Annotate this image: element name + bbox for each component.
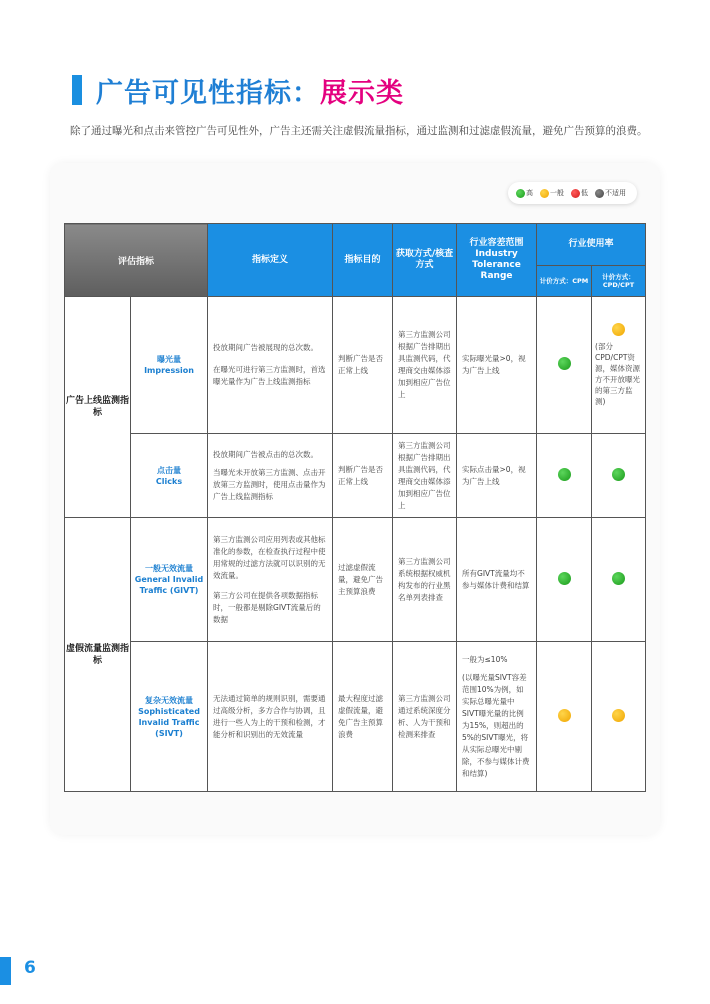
red-dot-icon (571, 189, 580, 198)
header-purpose: 指标目的 (333, 224, 393, 297)
green-dot-icon (516, 189, 525, 198)
green-dot-icon (612, 572, 625, 585)
header-definition: 指标定义 (208, 224, 333, 297)
legend-item-na: 不适用 (595, 188, 626, 198)
green-dot-icon (558, 468, 571, 481)
header-method: 获取方式/核查方式 (393, 224, 457, 297)
definition-cell: 无法通过简单的规则识别，需要通过高级分析，多方合作与协调，且进行一些人为上的干预和检测，才能分析和识别出的无效流量 (208, 642, 333, 792)
header-eval: 评估指标 (65, 224, 208, 297)
table-row (65, 434, 646, 518)
usage-cpm-cell (537, 518, 592, 642)
header-cpm: 计价方式：CPM (537, 266, 592, 297)
category-launch: 广告上线监测指标 (65, 297, 131, 518)
yellow-dot-icon (612, 709, 625, 722)
yellow-dot-icon (558, 709, 571, 722)
usage-cpd-cell (592, 642, 646, 792)
tolerance-cell: 一般为≤10% (以曝光量SIVT容差范围10%为例，如实际总曝光量中SIVT曝光量的比例为15%，则超出的5%的SIVT曝光，将从实际总曝光中剔除，不参与媒体计费和结算) (457, 642, 537, 792)
page-heading (72, 72, 404, 108)
method-cell: 第三方监测公司根据广告排期出具监测代码，代理商交由媒体添加到相应广告位上 (393, 434, 457, 518)
header-usage: 行业使用率 (537, 224, 646, 266)
usage-cpm-cell (537, 642, 592, 792)
metric-name: 曝光量 Impression (131, 297, 208, 434)
legend-item-low: 低 (571, 188, 588, 198)
green-dot-icon (558, 572, 571, 585)
usage-cpm-cell (537, 434, 592, 518)
tolerance-cell: 所有GIVT流量均不参与媒体计费和结算 (457, 518, 537, 642)
method-cell: 第三方监测公司系统根据权威机构发布的行业黑名单列表排查 (393, 518, 457, 642)
legend-item-medium: 一般 (540, 188, 564, 198)
method-cell: 第三方监测公司通过系统深度分析、人为干预和检测来排查 (393, 642, 457, 792)
definition-cell: 投放期间广告被展现的总次数。 在曝光可进行第三方监测时，首选曝光量作为广告上线监测指标 (208, 297, 333, 434)
usage-cpd-cell: (部分CPD/CPT资源，媒体资源方不开放曝光的第三方监测) (592, 297, 646, 434)
purpose-cell: 判断广告是否正常上线 (333, 297, 393, 434)
purpose-cell: 过滤虚假流量，避免广告主预算浪费 (333, 518, 393, 642)
definition-cell: 第三方监测公司应用列表或其他标准化的参数，在检查执行过程中使用常规的过滤方法就可以识别的无效流量。 第三方公司在提供各项数据指标时，一般都是剔除GIVT流量后的数据 (208, 518, 333, 642)
yellow-dot-icon (540, 189, 549, 198)
definition-cell: 投放期间广告被点击的总次数。 当曝光未开放第三方监测、点击开放第三方监测时，使用点击量作为广告上线监测指标 (208, 434, 333, 518)
green-dot-icon (558, 357, 571, 370)
tolerance-cell: 实际点击量>0，视为广告上线 (457, 434, 537, 518)
metric-name: 点击量 Clicks (131, 434, 208, 518)
legend (508, 182, 637, 204)
gray-dot-icon (595, 189, 604, 198)
green-dot-icon (612, 468, 625, 481)
purpose-cell: 判断广告是否正常上线 (333, 434, 393, 518)
usage-cpm-cell (537, 297, 592, 434)
legend-item-high: 高 (516, 188, 533, 198)
usage-cpd-cell (592, 434, 646, 518)
tolerance-cell: 实际曝光量>0，视为广告上线 (457, 297, 537, 434)
title-accent-bar (72, 75, 82, 105)
metric-name: 复杂无效流量 Sophisticated Invalid Traffic (SIVT) (131, 642, 208, 792)
header-tolerance: 行业容差范围 Industry Tolerance Range (457, 224, 537, 297)
category-fake-traffic: 虚假流量监测指标 (65, 518, 131, 792)
intro-text: 除了通过曝光和点击来管控广告可见性外，广告主还需关注虚假流量指标，通过监测和过滤虚假流量，避免广告预算的浪费。 (70, 125, 648, 137)
page-title-accent: 展示类 (320, 77, 404, 109)
metrics-table (64, 223, 646, 792)
metric-name: 一般无效流量 General Invalid Traffic (GIVT) (131, 518, 208, 642)
table-row (65, 642, 646, 792)
page-number-bar (0, 957, 11, 985)
table-row (65, 518, 646, 642)
yellow-dot-icon (612, 323, 625, 336)
table-row (65, 297, 646, 434)
usage-cpd-cell (592, 518, 646, 642)
page-number: 6 (24, 958, 36, 978)
method-cell: 第三方监测公司根据广告排期出具监测代码，代理商交由媒体添加到相应广告位上 (393, 297, 457, 434)
page-title: 广告可见性指标： (96, 77, 320, 109)
header-cpd: 计价方式：CPD/CPT (592, 266, 646, 297)
purpose-cell: 最大程度过滤虚假流量，避免广告主预算浪费 (333, 642, 393, 792)
